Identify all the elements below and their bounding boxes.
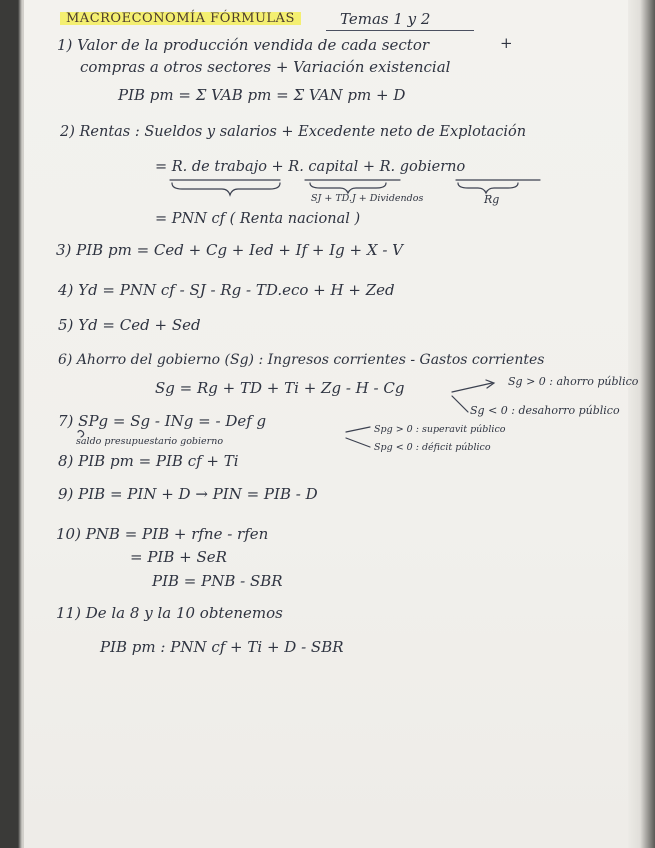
formula-7-line1: 7) SPg = Sg - INg = - Def g <box>58 412 267 430</box>
formula-1-line1: 1) Valor de la producción vendida de cada sector <box>57 36 430 54</box>
formula-6-equation: Sg = Rg + TD + Ti + Zg - H - Cg <box>155 379 405 397</box>
formula-9: 9) PIB = PIN + D → PIN = PIB - D <box>58 485 318 503</box>
topic-label: Temas 1 y 2 <box>340 10 431 28</box>
formula-7-negative: Spg < 0 : déficit público <box>374 442 491 453</box>
formula-11-line1: 11) De la 8 y la 10 obtenemos <box>56 604 283 622</box>
formula-10-line3: PIB = PNB - SBR <box>152 572 283 590</box>
formula-1-equation: PIB pm = Σ VAB pm = Σ VAN pm + D <box>118 86 406 104</box>
formula-3: 3) PIB pm = Ced + Cg + Ied + If + Ig + X - V <box>56 241 403 259</box>
formula-6-line1: 6) Ahorro del gobierno (Sg) : Ingresos corrientes - Gastos corrientes <box>58 352 545 368</box>
formula-7-sub: saldo presupuestario gobierno <box>76 436 224 447</box>
formula-10-line2: = PIB + SeR <box>130 548 227 566</box>
formula-11-line2: PIB pm : PNN cf + Ti + D - SBR <box>100 638 344 656</box>
formula-8: 8) PIB pm = PIB cf + Ti <box>58 452 239 470</box>
formula-2-brace-gobierno: Rg <box>484 193 500 206</box>
formula-6-positive: Sg > 0 : ahorro público <box>508 375 639 388</box>
formula-2-line1: 2) Rentas : Sueldos y salarios + Excedente neto de Explotación <box>60 124 527 140</box>
formula-1-plus: + <box>500 34 513 52</box>
formula-10-line1: 10) PNB = PIB + rfne - rfen <box>56 525 269 543</box>
formula-4: 4) Yd = PNN cf - SJ - Rg - TD.eco + H + Zed <box>58 281 395 299</box>
formula-5: 5) Yd = Ced + Sed <box>58 316 201 334</box>
formula-2-brace-capital: SJ + TD.J + Dividendos <box>311 193 424 204</box>
formula-1-line2: compras a otros sectores + Variación existencial <box>80 58 451 76</box>
formula-6-negative: Sg < 0 : desahorro público <box>470 404 620 417</box>
page-title: MACROECONOMÍA FÓRMULAS <box>60 12 301 25</box>
formula-2-line3: = PNN cf ( Renta nacional ) <box>155 211 361 227</box>
formula-2-line2: = R. de trabajo + R. capital + R. gobierno <box>155 159 466 175</box>
formula-7-positive: Spg > 0 : superavit público <box>374 424 506 435</box>
